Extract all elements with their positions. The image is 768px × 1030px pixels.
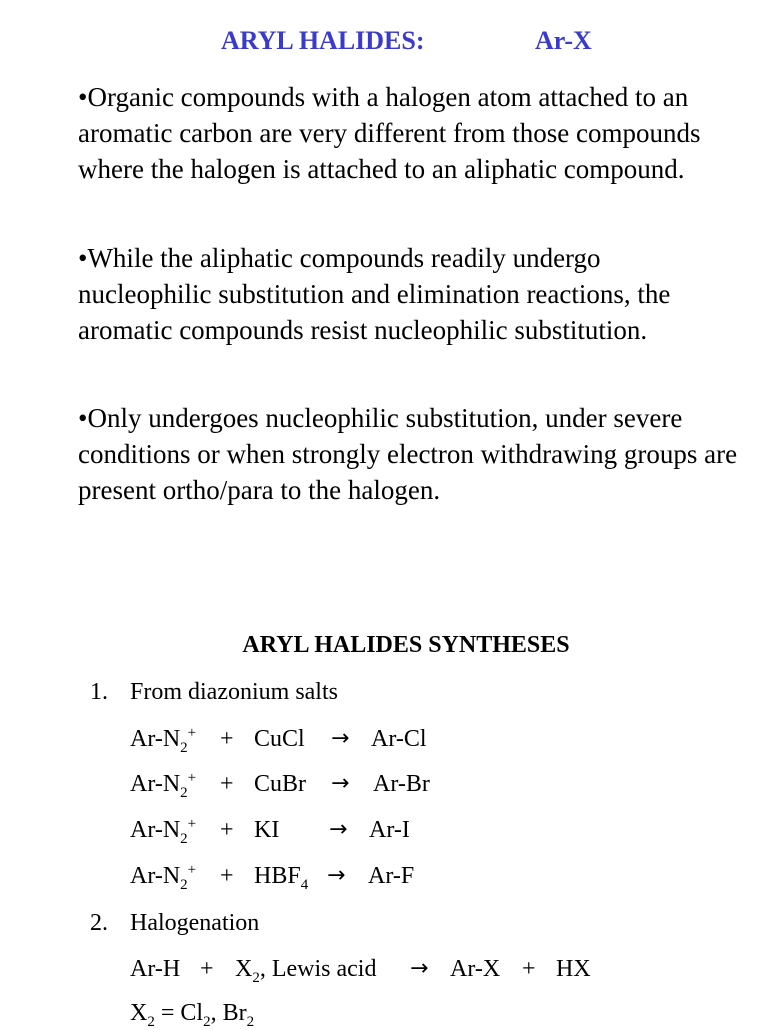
reaction-row xyxy=(130,726,650,756)
reagent: $HBF_4$ xyxy=(254,863,309,893)
reaction-arrow-icon: → xyxy=(331,726,350,751)
list-number: 2. xyxy=(90,910,108,936)
paragraph-3: •Only undergoes nucleophilic substitution, under severe conditions or when strongly electron withdrawing groups are present ortho/para to the halogen. xyxy=(78,403,738,505)
paragraph-1: •Organic compounds with a halogen atom attached to an aromatic carbon are very different from those compounds where the halogen is attached to an aliphatic compound. xyxy=(78,82,701,184)
halogen-formula: $X_2 = Cl_2$, $Br_2$ xyxy=(130,1000,255,1030)
halogen-definition xyxy=(130,1000,650,1030)
list-label: From diazonium salts xyxy=(130,679,338,705)
title-main: ARYL HALIDES: xyxy=(221,26,425,55)
list-label: Halogenation xyxy=(130,910,260,936)
reaction-row xyxy=(130,863,650,893)
reaction-row xyxy=(130,817,650,847)
byproduct: HX xyxy=(556,956,591,982)
reactant: Ar-H xyxy=(130,956,181,982)
reagent: $X_2$, Lewis acid xyxy=(235,956,377,986)
product: Ar-F xyxy=(368,863,415,889)
product: Ar-X xyxy=(450,956,501,982)
list-number: 1. xyxy=(90,679,108,705)
plus-sign: + xyxy=(200,956,214,982)
product: Ar-Br xyxy=(373,771,430,797)
plus-sign: + xyxy=(522,956,536,982)
reaction-arrow-icon: → xyxy=(327,863,346,888)
reaction-arrow-icon: → xyxy=(329,817,348,842)
page-title xyxy=(0,26,768,60)
reagent: CuBr xyxy=(254,771,307,797)
reactant: $Ar-N_2^+$ xyxy=(130,725,197,756)
product: Ar-Cl xyxy=(371,726,427,752)
reactant: $Ar-N_2^+$ xyxy=(130,770,197,801)
section-title: ARYL HALIDES SYNTHESES xyxy=(242,632,570,658)
reagent: CuCl xyxy=(254,726,305,752)
reaction-row xyxy=(130,956,650,986)
list-item xyxy=(90,910,259,937)
list-item xyxy=(90,679,338,706)
reaction-arrow-icon: → xyxy=(410,956,429,981)
title-formula: Ar-X xyxy=(535,26,592,55)
plus-sign: + xyxy=(220,726,234,752)
product: Ar-I xyxy=(369,817,410,843)
reaction-arrow-icon: → xyxy=(331,771,350,796)
reactant: $Ar-N_2^+$ xyxy=(130,816,197,847)
plus-sign: + xyxy=(220,863,234,889)
reaction-row xyxy=(130,771,650,801)
paragraph-2: •While the aliphatic compounds readily undergo nucleophilic substitution and elimination reactions, the aromatic compounds resist nucleophilic substitution. xyxy=(78,243,671,345)
reagent: KI xyxy=(254,817,280,843)
plus-sign: + xyxy=(220,771,234,797)
plus-sign: + xyxy=(220,817,234,843)
reactant: $Ar-N_2^+$ xyxy=(130,862,197,893)
